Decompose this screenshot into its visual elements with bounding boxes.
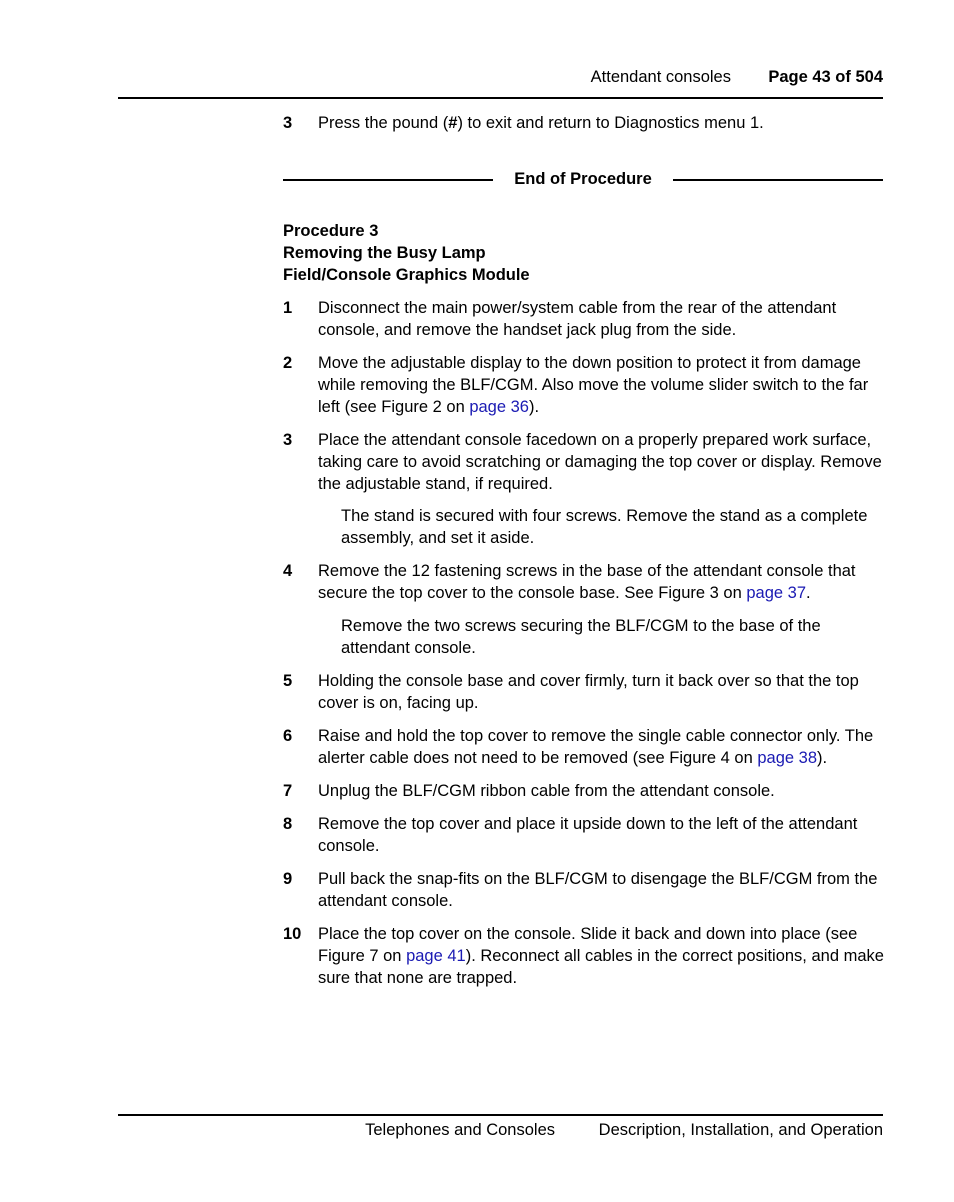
step-number: 3: [283, 431, 293, 449]
step-text-after: ) to exit and return to Diagnostics menu 1.: [457, 114, 764, 132]
procedure-step: [283, 780, 888, 802]
step-text-main: Remove the 12 fastening screws in the base of the attendant console that secure the top cover to the console base. See Figure 3 on: [318, 562, 856, 602]
procedure-step: [283, 352, 888, 418]
section-title: Attendant consoles: [590, 68, 731, 86]
page-header: [118, 64, 883, 99]
step-text: Holding the console base and cover firmly, turn it back over so that the top cover is on, facing up.: [318, 672, 859, 712]
step-text: [318, 352, 888, 418]
step-number: 1: [283, 299, 293, 317]
step-number: 3: [283, 114, 293, 132]
step-number: 8: [283, 815, 293, 833]
divider-right: [673, 179, 883, 181]
step-text-main: Place the top cover on the console. Slide it back and down into place (see Figure 7 on: [318, 925, 858, 965]
step-number: 2: [283, 354, 293, 372]
step-text-before: Press the pound (: [318, 114, 449, 132]
end-of-procedure: [283, 168, 883, 190]
end-of-procedure-label: End of Procedure: [514, 170, 652, 188]
previous-step: [283, 112, 888, 134]
step-text: Place the attendant console facedown on a properly prepared work surface, taking care to avoid scratching or damaging the top cover or display. Remove the adjustable stand, if required.: [318, 431, 882, 493]
step-text-main: Move the adjustable display to the down position to protect it from damage while removing the BLF/CGM. Also move the volume slider switch to the far left (see Figure 2 on: [318, 354, 869, 416]
procedure-step: [283, 297, 888, 341]
step-note: Remove the two screws securing the BLF/CGM to the base of the attendant console.: [341, 617, 821, 657]
step-number: 7: [283, 782, 293, 800]
procedure-title-line: Procedure 3: [283, 222, 379, 240]
step-text-after: .: [806, 584, 811, 602]
procedure-step: [283, 560, 888, 604]
step-text-after: ).: [817, 749, 828, 767]
step-text: [318, 560, 888, 604]
page-link[interactable]: page 41: [406, 947, 466, 965]
procedure-title: [283, 220, 530, 286]
pound-key: #: [448, 114, 458, 132]
step-text: Pull back the snap-fits on the BLF/CGM to disengage the BLF/CGM from the attendant console.: [318, 870, 878, 910]
step-text-after: ). Reconnect all cables in the correct positions, and make sure that none are trapped.: [318, 947, 884, 987]
page-link[interactable]: page 37: [746, 584, 807, 602]
step-number: 4: [283, 562, 293, 580]
procedure-step: [283, 923, 888, 989]
procedure-step: [283, 725, 888, 769]
footer-book-title: Telephones and Consoles: [365, 1121, 555, 1139]
step-text: [318, 112, 888, 134]
procedure-step: [283, 868, 888, 912]
step-number: 9: [283, 870, 293, 888]
step-text: Unplug the BLF/CGM ribbon cable from the attendant console.: [318, 782, 775, 800]
procedure-title-line: Removing the Busy Lamp: [283, 244, 486, 262]
step-text-after: ).: [528, 398, 540, 416]
step-number: 10: [283, 925, 302, 943]
procedure-step: [283, 429, 888, 495]
step-text-main: Raise and hold the top cover to remove the single cable connector only. The alerter cable does not need to be removed (see Figure 4 on: [318, 727, 874, 767]
procedure-step: [283, 670, 888, 714]
page-link[interactable]: page 38: [757, 749, 818, 767]
step-text: Disconnect the main power/system cable from the rear of the attendant console, and remove the handset jack plug from the side.: [318, 299, 837, 339]
step-note: The stand is secured with four screws. Remove the stand as a complete assembly, and set it aside.: [341, 507, 868, 547]
procedure-title-line: Field/Console Graphics Module: [283, 266, 530, 284]
step-text: [318, 923, 888, 989]
footer-book-subtitle: Description, Installation, and Operation: [598, 1121, 883, 1139]
step-text: [318, 725, 888, 769]
procedure-step: [283, 813, 888, 857]
page-link[interactable]: page 36: [469, 398, 529, 416]
step-number: 6: [283, 727, 293, 745]
page-footer: [118, 1114, 883, 1139]
step-number: 5: [283, 672, 293, 690]
page-number: Page 43 of 504: [768, 68, 883, 86]
step-text: Remove the top cover and place it upside down to the left of the attendant console.: [318, 815, 858, 855]
